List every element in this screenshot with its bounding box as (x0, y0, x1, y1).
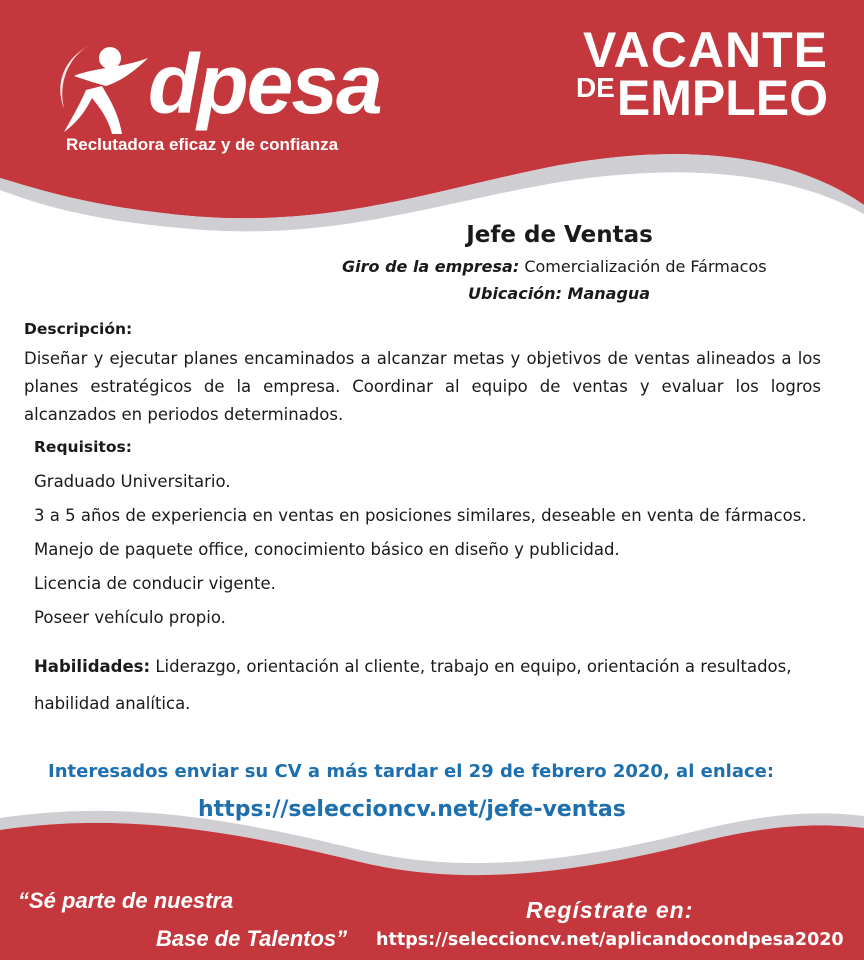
industry-value: Comercialización de Fármacos (524, 257, 767, 276)
industry-label: Giro de la empresa: (342, 257, 520, 276)
banner-line1: VACANTE (583, 22, 828, 78)
banner-empleo: EMPLEO (616, 70, 828, 126)
register-link[interactable]: https://seleccioncv.net/aplicandocondpesa2020 (376, 930, 844, 950)
requirement-item: 3 a 5 años de experiencia en ventas en posiciones similares, deseable en venta de fármacos. (34, 506, 807, 525)
job-title: Jefe de Ventas (466, 222, 653, 248)
banner-de: DE (575, 72, 615, 103)
slogan-line1: “Sé parte de nuestra (18, 888, 234, 913)
logo-wordmark: dpesa (148, 37, 381, 131)
apply-instructions: Interesados enviar su CV a más tardar el 29 de febrero 2020, al enlace: (48, 761, 775, 782)
skills (34, 648, 834, 722)
requirements-list (34, 470, 807, 640)
apply-link[interactable]: https://seleccioncv.net/jefe-ventas (198, 797, 626, 822)
vacancy-banner (558, 22, 828, 126)
job-location: Ubicación: Managua (468, 284, 651, 303)
register-label: Regístrate en: (526, 897, 694, 923)
description-text: Diseñar y ejecutar planes encaminados a alcanzar metas y objetivos de ventas alineados a los planes estratégicos de la empresa. Coordinar al equipo de ventas y evaluar los logros alcanzados en periodos determinados. (24, 349, 821, 424)
slogan-line2: Base de Talentos” (156, 926, 348, 951)
company-industry (342, 257, 767, 276)
logo-tagline: Reclutadora eficaz y de confianza (66, 135, 339, 154)
requirement-item: Licencia de conducir vigente. (34, 574, 276, 593)
requirement-item: Manejo de paquete office, conocimiento básico en diseño y publicidad. (34, 540, 620, 559)
requirement-item: Graduado Universitario. (34, 472, 231, 491)
description-label: Descripción: (24, 320, 133, 338)
requirements-label: Requisitos: (34, 438, 132, 456)
skills-text: Liderazgo, orientación al cliente, trabajo en equipo, orientación a resultados, habilidad analítica. (34, 657, 792, 713)
skills-label: Habilidades: (34, 657, 151, 676)
requirement-item: Poseer vehículo propio. (34, 608, 226, 627)
banner-line2 (558, 70, 828, 126)
